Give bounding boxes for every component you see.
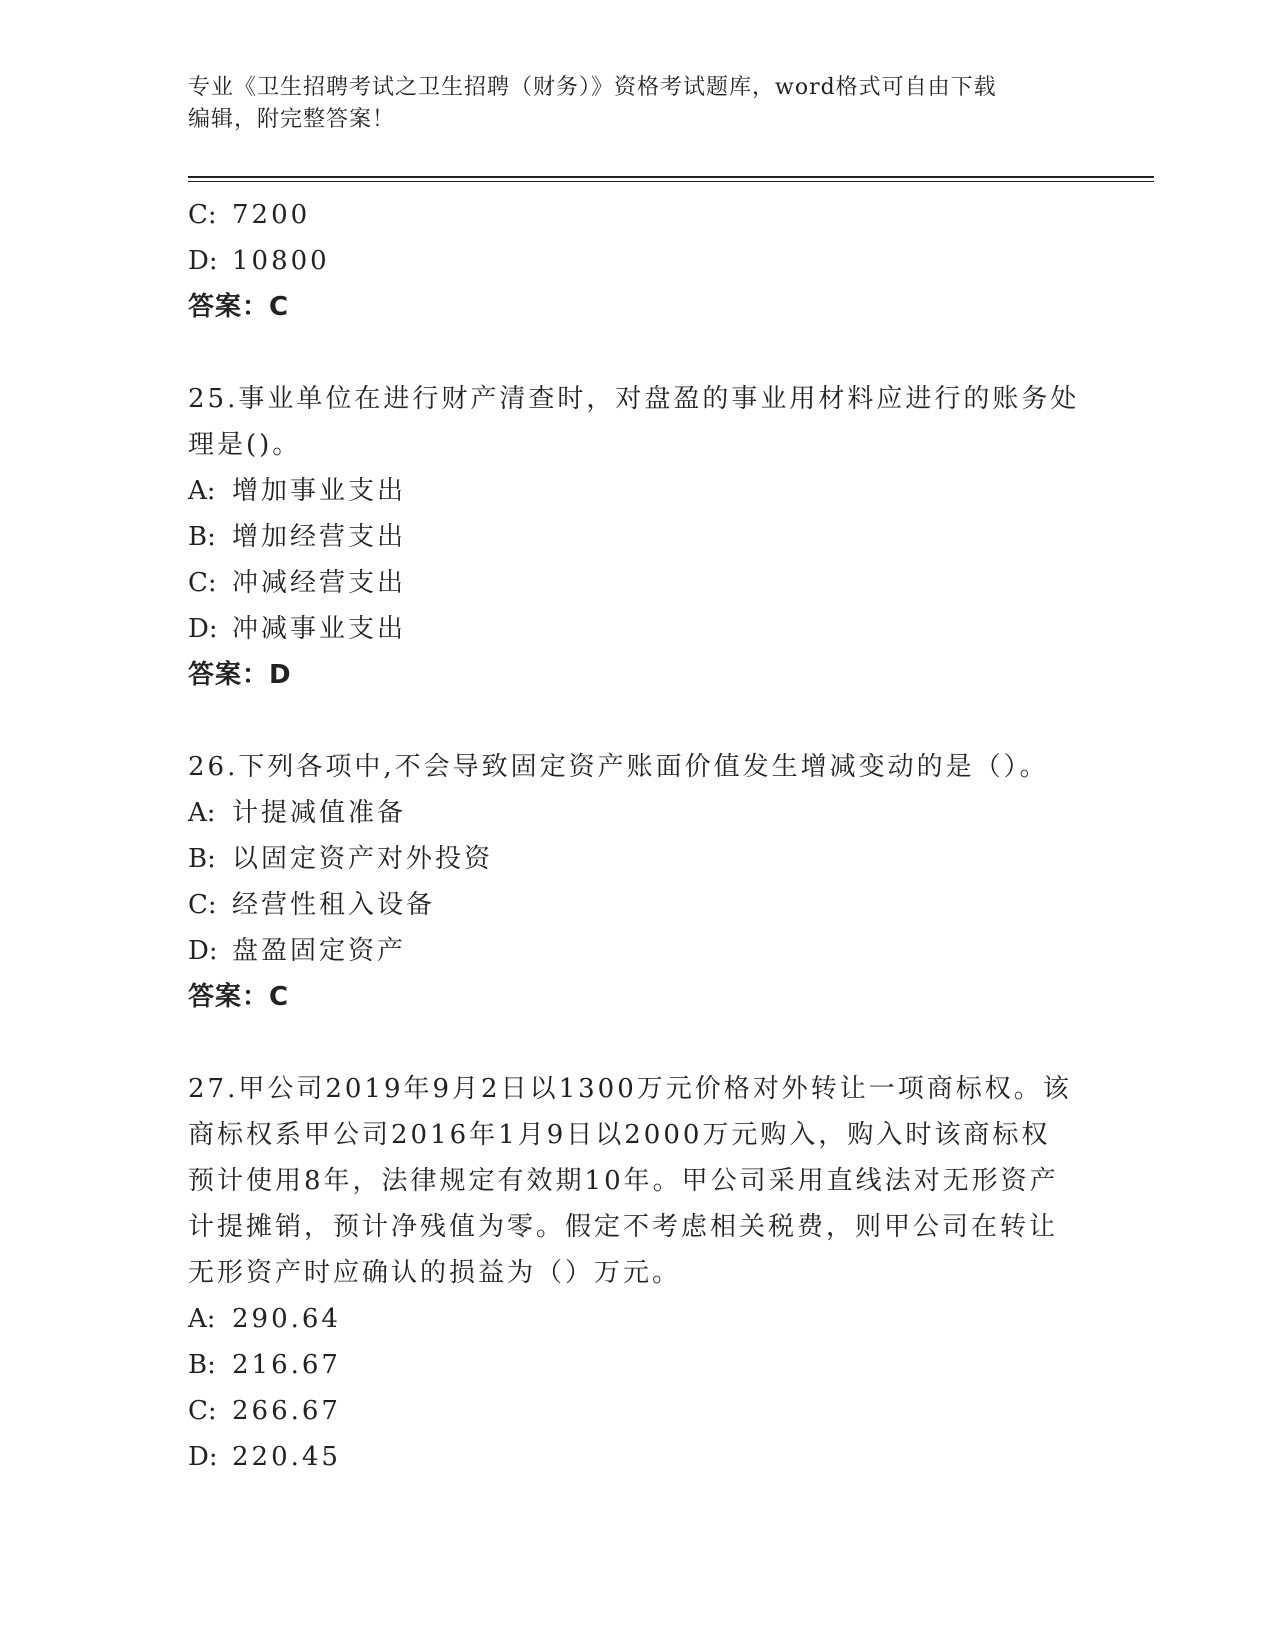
option-row: [188, 468, 1088, 514]
option-text: 216.67: [232, 1350, 341, 1380]
option-text: 计提减值准备: [232, 798, 407, 828]
option-row: [188, 928, 1088, 974]
question-stem-line: 26.下列各项中,不会导致固定资产账面价值发生增减变动的是（）。: [188, 752, 1049, 782]
option-row: [188, 882, 1088, 928]
option-text: 266.67: [232, 1396, 341, 1426]
question-stem-line: 计提摊销，预计净残值为零。假定不考虑相关税费，则甲公司在转让: [188, 1212, 1059, 1242]
option-row: [188, 606, 1088, 652]
option-row: [188, 1388, 1088, 1434]
question-stem-line: 预计使用8年，法律规定有效期10年。甲公司采用直线法对无形资产: [188, 1166, 1059, 1196]
option-key: C:: [188, 890, 217, 920]
question-stem-line: 25.事业单位在进行财产清查时，对盘盈的事业用材料应进行的账务处: [188, 384, 1080, 414]
option-key: D:: [188, 1442, 218, 1472]
question-27: [188, 1066, 1088, 1480]
option-text: 7200: [232, 200, 311, 230]
header-line-1: 专业《卫生招聘考试之卫生招聘（财务）》资格考试题库，word格式可自由下载: [188, 75, 997, 100]
option-row: [188, 560, 1088, 606]
option-key: C:: [188, 1396, 217, 1426]
answer-line: 答案：C: [188, 982, 290, 1012]
option-key: D:: [188, 614, 218, 644]
question-26: [188, 744, 1088, 1020]
option-row: [188, 1342, 1088, 1388]
question-stem-line: 无形资产时应确认的损益为（）万元。: [188, 1258, 682, 1288]
option-row: [188, 192, 1088, 238]
question-25: [188, 376, 1088, 698]
option-text: 增加事业支出: [232, 476, 407, 506]
spacer: [188, 698, 1088, 744]
question-24-tail: [188, 192, 1088, 330]
option-row: [188, 1434, 1088, 1480]
answer-line: 答案：C: [188, 292, 290, 322]
option-text: 以固定资产对外投资: [232, 844, 494, 874]
option-row: [188, 514, 1088, 560]
option-text: 盘盈固定资产: [232, 936, 407, 966]
document-header: [188, 72, 1068, 136]
option-key: B:: [188, 844, 216, 874]
option-row: [188, 238, 1088, 284]
option-row: [188, 836, 1088, 882]
question-stem-line: 商标权系甲公司2016年1月9日以2000万元购入，购入时该商标权: [188, 1120, 1051, 1150]
option-row: [188, 1296, 1088, 1342]
option-key: B:: [188, 522, 216, 552]
option-key: D:: [188, 246, 218, 276]
option-key: A:: [188, 1304, 216, 1334]
option-text: 10800: [232, 246, 330, 276]
spacer: [188, 1020, 1088, 1066]
option-key: B:: [188, 1350, 216, 1380]
option-text: 增加经营支出: [232, 522, 407, 552]
option-key: A:: [188, 798, 216, 828]
question-content: [188, 192, 1088, 1480]
question-stem-line: 27.甲公司2019年9月2日以1300万元价格对外转让一项商标权。该: [188, 1074, 1072, 1104]
header-divider-thin: [188, 181, 1154, 182]
option-key: C:: [188, 200, 217, 230]
header-divider-thick: [188, 176, 1154, 178]
header-line-2: 编辑，附完整答案！: [188, 107, 396, 132]
option-text: 290.64: [232, 1304, 341, 1334]
option-key: A:: [188, 476, 216, 506]
option-row: [188, 790, 1088, 836]
option-text: 冲减事业支出: [232, 614, 407, 644]
option-text: 冲减经营支出: [232, 568, 407, 598]
option-text: 经营性租入设备: [232, 890, 436, 920]
answer-line: 答案：D: [188, 660, 292, 690]
option-key: D:: [188, 936, 218, 966]
option-text: 220.45: [232, 1442, 341, 1472]
question-stem-line: 理是()。: [188, 430, 302, 460]
option-key: C:: [188, 568, 217, 598]
spacer: [188, 330, 1088, 376]
